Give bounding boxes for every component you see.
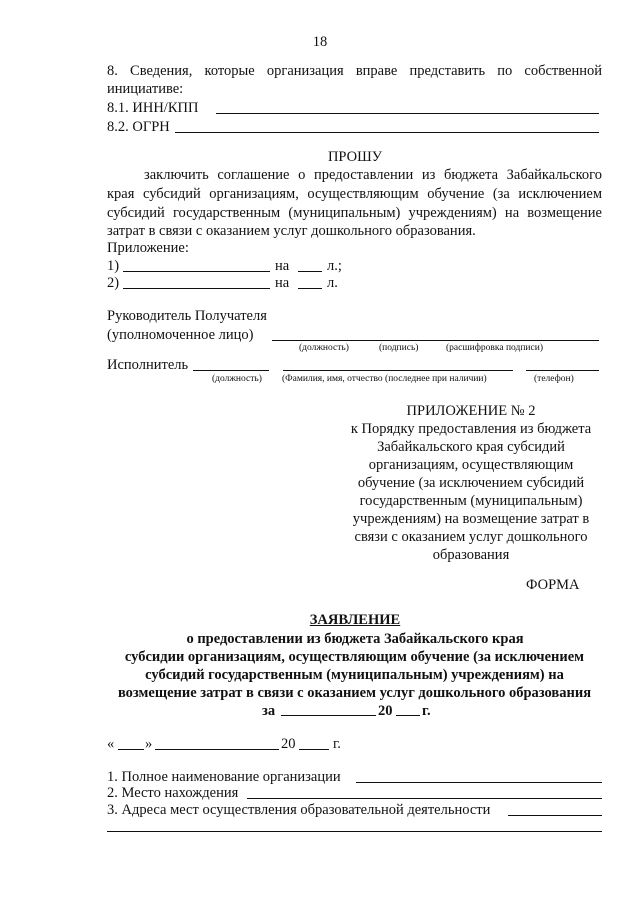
date-year-line[interactable]	[299, 749, 329, 750]
field2-label: 2. Место нахождения	[107, 785, 239, 801]
attachment-item2-na: на	[275, 275, 290, 291]
date-month-line[interactable]	[155, 749, 279, 750]
appendix-line-2: Забайкальского края субсидий	[377, 439, 565, 455]
statement-line-2: субсидии организациям, осуществляющим обучение (за исключением	[124, 649, 585, 665]
inn-label: 8.1. ИНН/КПП	[107, 100, 199, 116]
date-close-quote: »	[145, 736, 153, 752]
statement-line-1: о предоставлении из бюджета Забайкальского края	[186, 631, 524, 647]
attachment-item2-num: 2)	[107, 275, 120, 291]
date-year20: 20	[281, 736, 296, 752]
statement-period-line[interactable]	[281, 715, 376, 716]
attachment-item1-line[interactable]	[123, 271, 270, 272]
head-signature-line[interactable]	[272, 340, 599, 341]
caption-exec-position: (должность)	[212, 374, 262, 384]
caption-position: (должность)	[299, 343, 349, 353]
attachment-item1-pages-line[interactable]	[298, 271, 322, 272]
request-line-1: заключить соглашение о предоставлении из бюджета Забайкальского	[144, 167, 602, 183]
field3-label: 3. Адреса мест осуществления образовательной деятельности	[107, 802, 491, 818]
executor-phone-line[interactable]	[526, 370, 599, 371]
field1-input-line[interactable]	[356, 782, 602, 783]
field1-label: 1. Полное наименование организации	[107, 769, 341, 785]
request-line-3: субсидий государственным (муниципальным) учреждениям) на возмещение	[107, 205, 602, 221]
appendix-line-6: учреждениям) на возмещение затрат в	[352, 511, 590, 527]
form-label: ФОРМА	[526, 577, 580, 593]
statement-za: за	[262, 703, 276, 719]
head-line1: Руководитель Получателя	[107, 308, 267, 324]
appendix-line-5: государственным (муниципальным)	[359, 493, 583, 509]
statement-year20: 20	[378, 703, 393, 719]
item8-line2: инициативе:	[107, 81, 184, 97]
head-line2: (уполномоченное лицо)	[107, 327, 254, 343]
executor-label: Исполнитель	[107, 357, 189, 373]
appendix-line-8: образования	[432, 547, 510, 563]
caption-exec-fio: (Фамилия, имя, отчество (последнее при наличии)	[282, 374, 487, 384]
item8-line1: 8. Сведения, которые организация вправе представить по собственной	[107, 63, 602, 79]
page-number: 18	[312, 34, 328, 50]
attachment-item2-line[interactable]	[123, 288, 270, 289]
request-heading: ПРОШУ	[327, 149, 383, 165]
executor-position-line[interactable]	[193, 370, 269, 371]
field3-input-line[interactable]	[508, 815, 602, 816]
request-line-2: края субсидий организациям, осуществляющим обучение (за исключением	[107, 186, 602, 202]
caption-exec-phone: (телефон)	[534, 374, 574, 384]
caption-signature: (подпись)	[379, 343, 419, 353]
ogrn-label: 8.2. ОГРН	[107, 119, 170, 135]
inn-field-line[interactable]	[216, 113, 599, 114]
statement-g: г.	[422, 703, 431, 719]
appendix-line-4: обучение (за исключением субсидий	[357, 475, 585, 491]
date-open-quote: «	[107, 736, 115, 752]
statement-title: ЗАЯВЛЕНИЕ	[309, 612, 401, 628]
attachment-item2-l: л.	[327, 275, 338, 291]
attachment-item1-na: на	[275, 258, 290, 274]
statement-year-line[interactable]	[396, 715, 420, 716]
attachment-item1-l: л.;	[327, 258, 342, 274]
appendix-line-1: к Порядку предоставления из бюджета	[350, 421, 592, 437]
date-g: г.	[333, 736, 341, 752]
attachment-label: Приложение:	[107, 240, 189, 256]
appendix-line-7: связи с оказанием услуг дошкольного	[354, 529, 588, 545]
executor-fio-line[interactable]	[283, 370, 513, 371]
ogrn-field-line[interactable]	[175, 132, 599, 133]
request-line-4: затрат в связи с оказанием услуг дошкольного образования.	[107, 223, 476, 239]
appendix-line-3: организациям, осуществляющим	[368, 457, 574, 473]
field2-input-line[interactable]	[247, 798, 602, 799]
caption-decoding: (расшифровка подписи)	[446, 343, 543, 353]
appendix-title: ПРИЛОЖЕНИЕ № 2	[406, 403, 536, 419]
statement-line-4: возмещение затрат в связи с оказанием услуг дошкольного образования	[117, 685, 592, 701]
field3-continuation-line[interactable]	[107, 831, 602, 832]
date-day-line[interactable]	[118, 749, 144, 750]
attachment-item2-pages-line[interactable]	[298, 288, 322, 289]
statement-line-3: субсидий государственным (муниципальным) учреждениям) на	[145, 667, 564, 683]
attachment-item1-num: 1)	[107, 258, 120, 274]
